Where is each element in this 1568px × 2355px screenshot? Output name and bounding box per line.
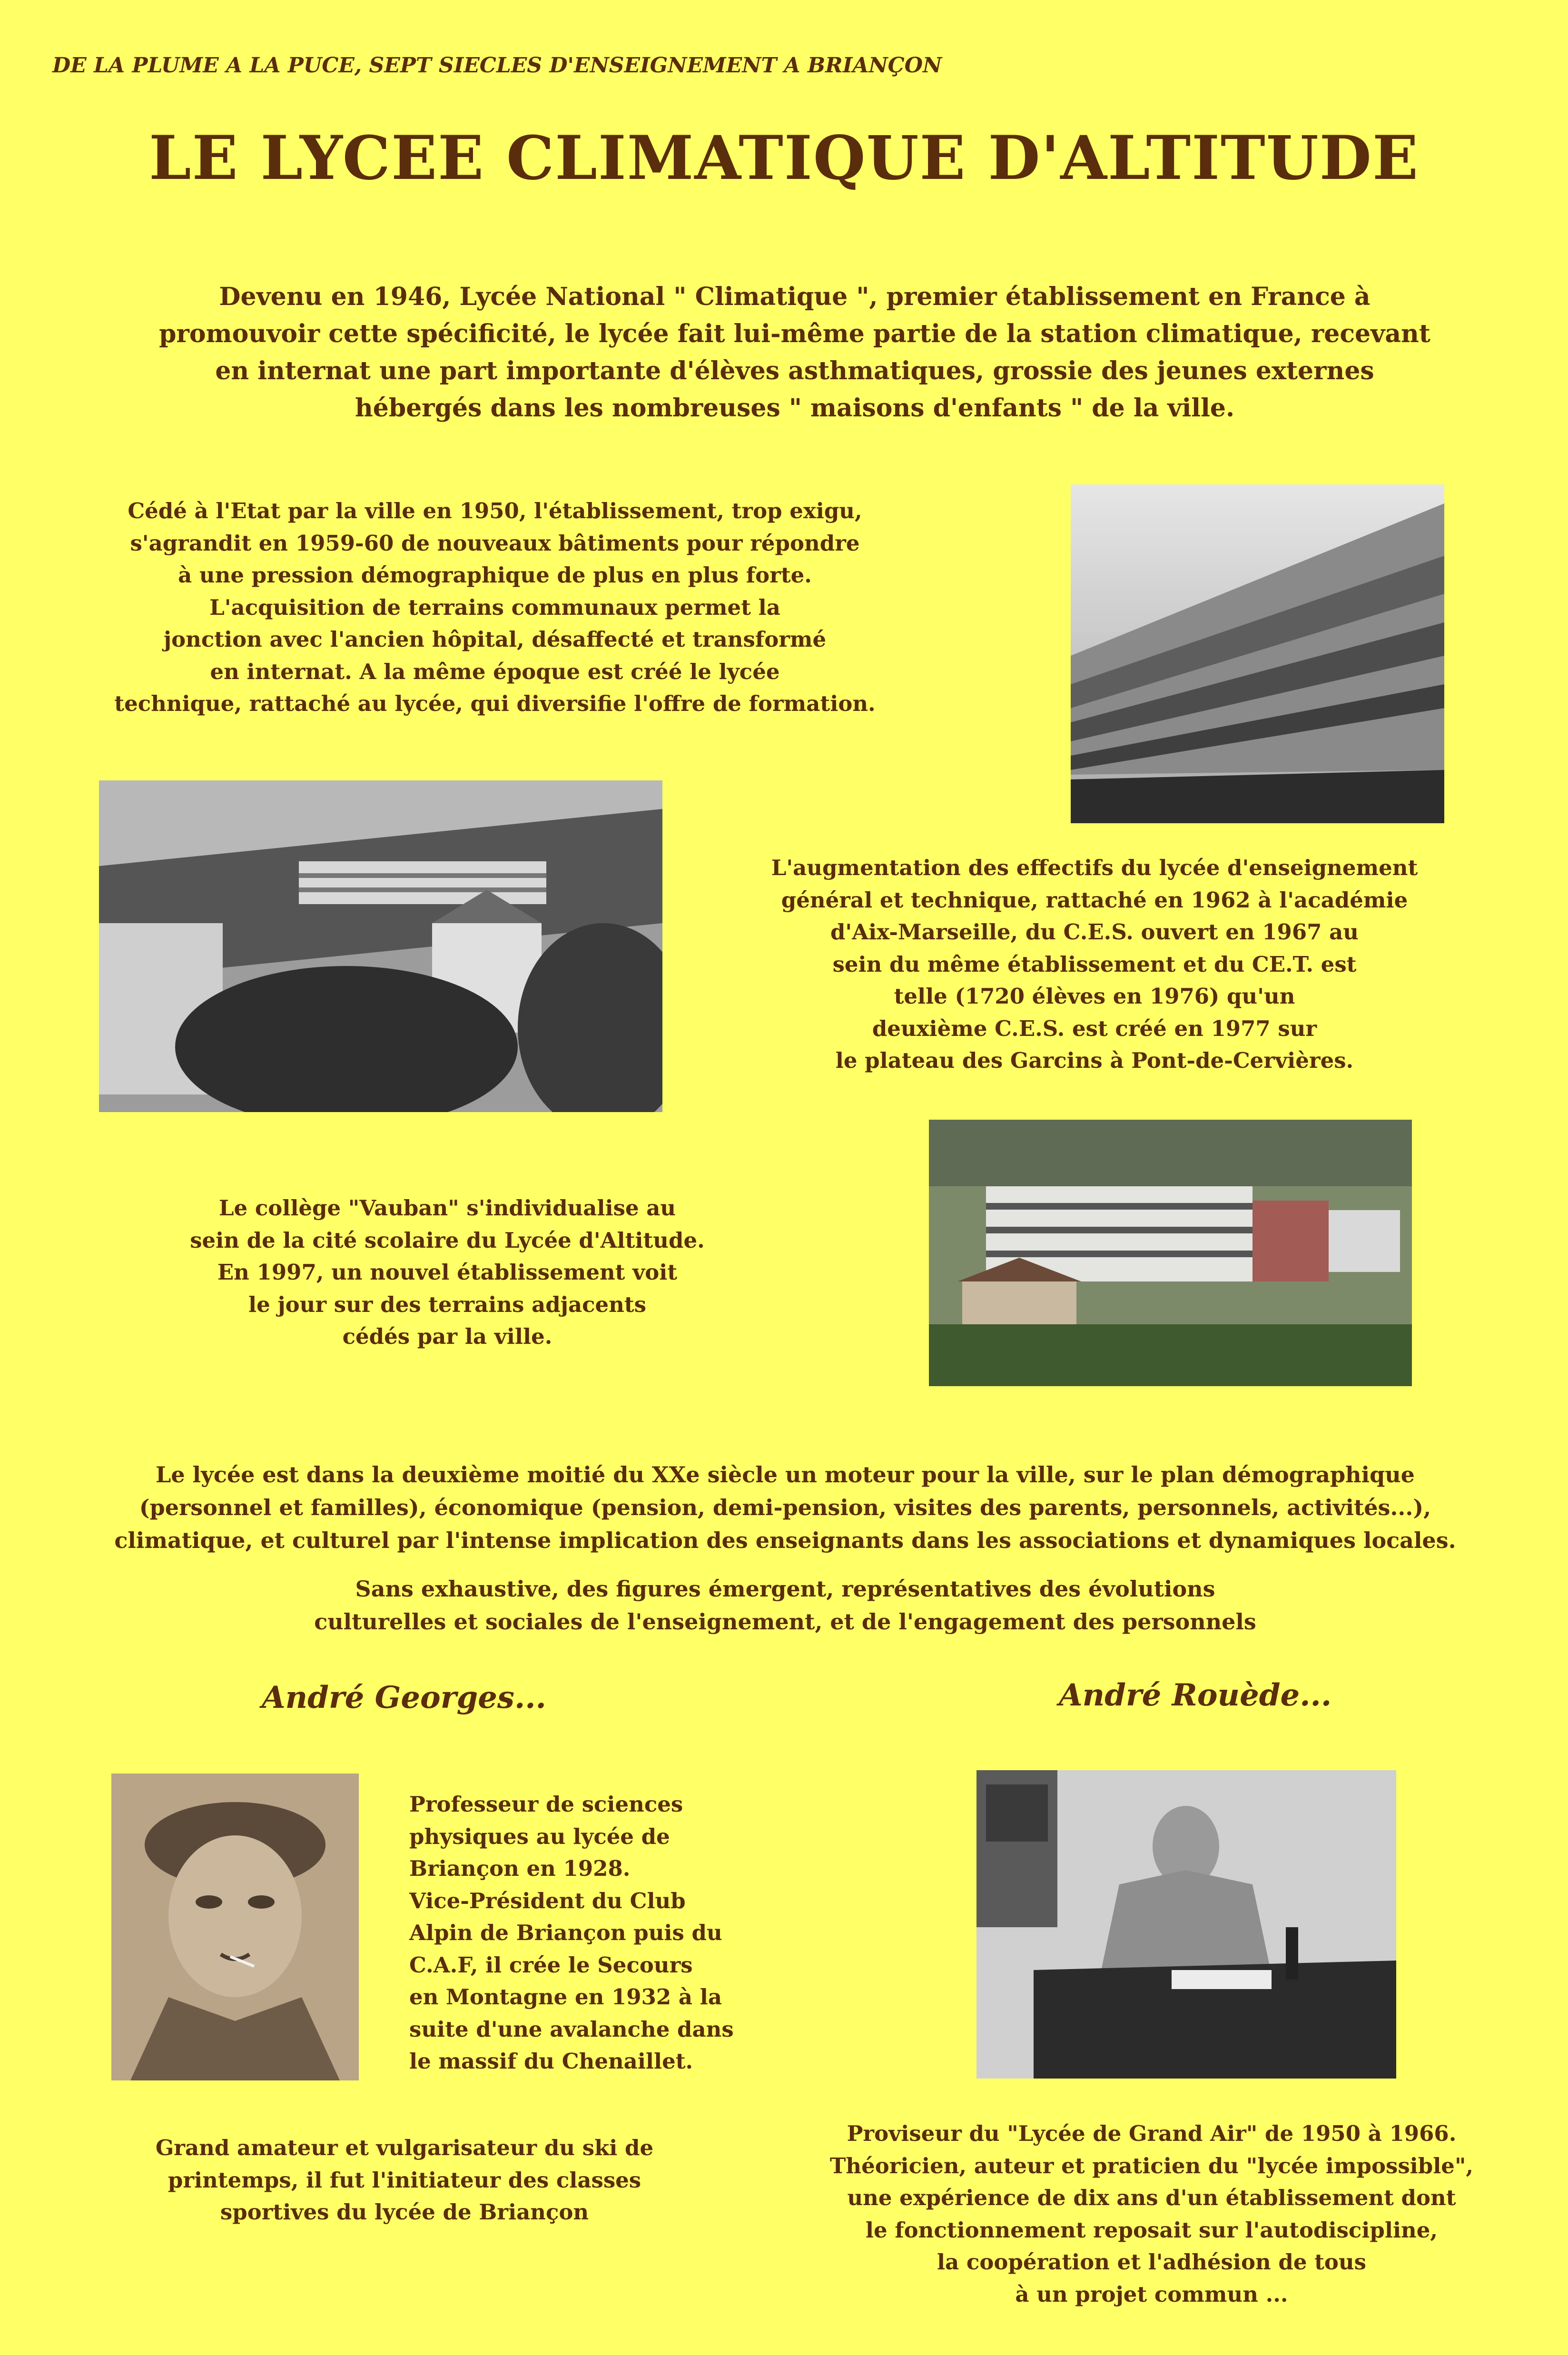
photo-lycee-building: [1071, 484, 1444, 823]
page-title: LE LYCEE CLIMATIQUE D'ALTITUDE: [149, 123, 1419, 193]
name-andre-rouede: André Rouède...: [1059, 1677, 1332, 1713]
photo-town-view: [99, 780, 662, 1112]
photo-andre-rouede: [976, 1770, 1396, 2079]
series-title: DE LA PLUME A LA PUCE, SEPT SIECLES D'ENSEIGNEMENT A BRIANÇON: [52, 53, 942, 78]
bio-andre-georges: Professeur de sciences physiques au lycée de Briançon en 1928. Vice-Président du Club Alpin de Briançon puis du C.A.F, il crée le Secours en Montagne en 1932 à la suite d'une avalanche dans le massif du Chenaillet.: [409, 1792, 734, 2074]
photo-college-vauban: [929, 1120, 1412, 1386]
paragraph-expansion: Cédé à l'Etat par la ville en 1950, l'établissement, trop exigu, s'agrandit en 1959-60 de nouveaux bâtiments pour répondre à une pression démographique de plus en plus forte. L'acquisition de terrains communaux permet la jonction avec l'ancien hôpital, désaffecté et transformé en internat. A la même époque est créé le lycée technique, rattaché au lycée, qui diversifie l'offre de formation.: [114, 498, 876, 716]
bio-andre-rouede: Proviseur du "Lycée de Grand Air" de 1950 à 1966. Théoricien, auteur et praticien du "lycée impossible", une expérience de dix ans d'un établissement dont le fonctionnement reposait sur l'autodiscipline, la coopération et l'adhésion de tous à un projet commun ...: [829, 2121, 1474, 2307]
portrait-andre-georges: [111, 1774, 359, 2080]
paragraph-enrollment: L'augmentation des effectifs du lycée d'enseignement général et technique, rattaché en 1962 à l'académie d'Aix-Marseille, du C.E.S. ouvert en 1967 au sein du même établissement et du CE.T. est telle (1720 élèves en 1976) qu'un deuxième C.E.S. est créé en 1977 sur le plateau des Garcins à Pont-de-Cervières.: [771, 855, 1418, 1073]
paragraph-college-vauban: Le collège "Vauban" s'individualise au sein de la cité scolaire du Lycée d'Altitude. En 1997, un nouvel établissement voit le jour sur des terrains adjacents cédés par la ville.: [190, 1195, 705, 1349]
ski-andre-georges: Grand amateur et vulgarisateur du ski de printemps, il fut l'initiateur des classes sportives du lycée de Briançon: [155, 2135, 654, 2225]
paragraph-figures: Sans exhaustive, des figures émergent, représentatives des évolutions culturelles et sociales de l'enseignement, et de l'engagement des personnels: [314, 1576, 1256, 1635]
intro-paragraph: Devenu en 1946, Lycée National " Climatique ", premier établissement en France à promouvoir cette spécificité, le lycée fait lui-même partie de la station climatique, recevant en internat une part importante d'élèves asthmatiques, grossie des jeunes externes hébergés dans les nombreuses " maisons d'enfants " de la ville.: [159, 282, 1430, 423]
name-andre-georges: André Georges...: [262, 1680, 546, 1715]
paragraph-city-impact: Le lycée est dans la deuxième moitié du XXe siècle un moteur pour la ville, sur le plan démographique (personnel et familles), économique (pension, demi-pension, visites des parents, personnels, activités...), climatique, et culturel par l'intense implication des enseignants dans les associations et dynamiques locales.: [114, 1462, 1456, 1553]
